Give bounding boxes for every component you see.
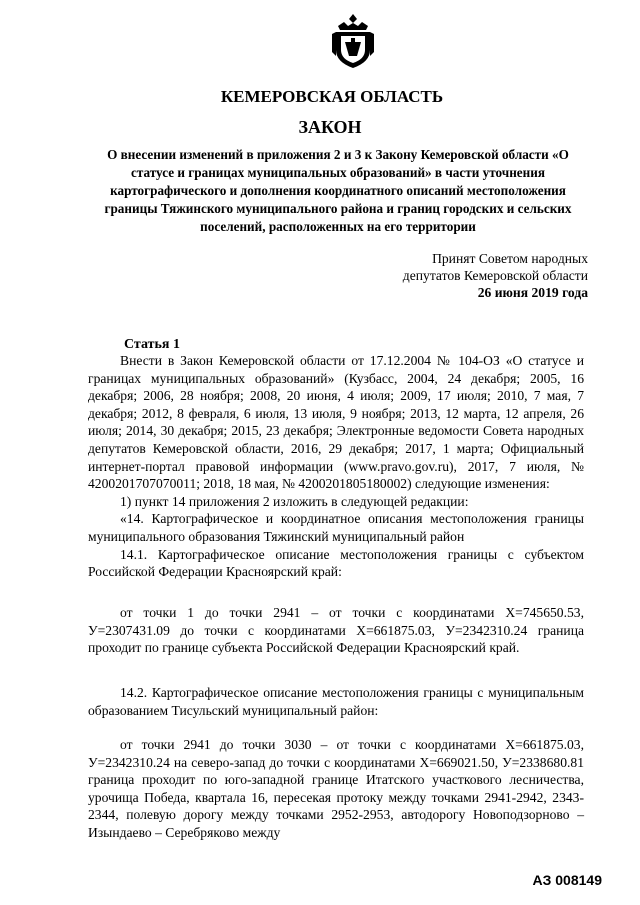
article-body-top xyxy=(88,352,584,581)
law-subject-heading: О внесении изменений в приложения 2 и 3 к Закону Кемеровской области «О статусе и границах муниципальных образований» в части уточнения картографического и дополнения координатного описаний местоположения границы Тяжинского муниципального района и границ городских и сельских поселений, расположенных на его территории xyxy=(104,147,572,234)
item-1-paragraph: 1) пункт 14 приложения 2 изложить в следующей редакции: xyxy=(120,493,469,509)
adoption-date: 26 июня 2019 года xyxy=(477,285,588,300)
point-14-1-text: от точки 1 до точки 2941 – от точки с координатами X=745650.53, У=2307431.09 до точки с координатами X=661875.03, У=2342310.24 граница проходит по границе субъекта Российской Федерации Красноярский край. xyxy=(88,605,584,656)
article-body-mid2 xyxy=(88,684,584,719)
region-title: КЕМЕРОВСКАЯ ОБЛАСТЬ xyxy=(220,87,444,106)
document-type-title: ЗАКОН xyxy=(298,117,362,137)
article-intro-paragraph: Внести в Закон Кемеровской области от 17.12.2004 № 104-ОЗ «О статусе и границах муниципальных образований» (Кузбасс, 2004, 24 декабря; 2005, 16 декабря; 2006, 28 ноября; 2008, 20 июня, 4 июля; 2009, 17 июля; 2010, 7 мая, 7 декабря; 2012, 8 февраля, 6 июля, 13 июля, 9 ноября; 2013, 12 марта, 12 апреля, 26 июля; 2014, 30 декабря; 2015, 23 декабря; Электронные ведомости Совета народных депутатов Кемеровской области, 2016, 29 декабря; 2017, 1 марта; Официальный интернет-портал правовой информации (www.pravo.gov.ru), 2017, 7 июля, № 4200201707070011; 2018, 18 мая, № 4200201805180002) следующие изменения: xyxy=(88,353,584,492)
kemerovo-coat-of-arms-icon xyxy=(330,12,376,70)
point-14-paragraph: «14. Картографическое и координатное описания местоположения границы муниципального образования Тяжинский муниципальный район xyxy=(88,511,584,544)
form-serial-number: АЗ 008149 xyxy=(532,872,602,888)
adoption-block xyxy=(403,250,588,301)
article-body-bottom xyxy=(88,736,584,842)
point-14-1-paragraph: 14.1. Картографическое описание местоположения границы с субъектом Российской Федерации Красноярский край: xyxy=(88,546,584,580)
article-heading: Статья 1 xyxy=(124,337,180,352)
article-body-mid xyxy=(88,604,584,657)
adoption-line-2: депутатов Кемеровской области xyxy=(402,268,588,283)
point-14-2-paragraph: 14.2. Картографическое описание местоположения границы с муниципальным образованием Тисульский муниципальный район: xyxy=(88,685,584,718)
adoption-line-1: Принят Советом народных xyxy=(432,251,588,266)
point-14-2-text: от точки 2941 до точки 3030 – от точки с координатами X=661875.03, У=2342310.24 на северо-запад до точки с координатами X=669021.50, У=2338680.81 граница проходит по юго-западной границе Итатского участкового лесничества, урочища Победа, квартала 16, пересекая протоку между точками 2941-2942, 2343-2344, полевую дорогу между точками 2952-2953, автодорогу Новоподзорново – Изындаево – Серебряково между xyxy=(88,737,584,840)
